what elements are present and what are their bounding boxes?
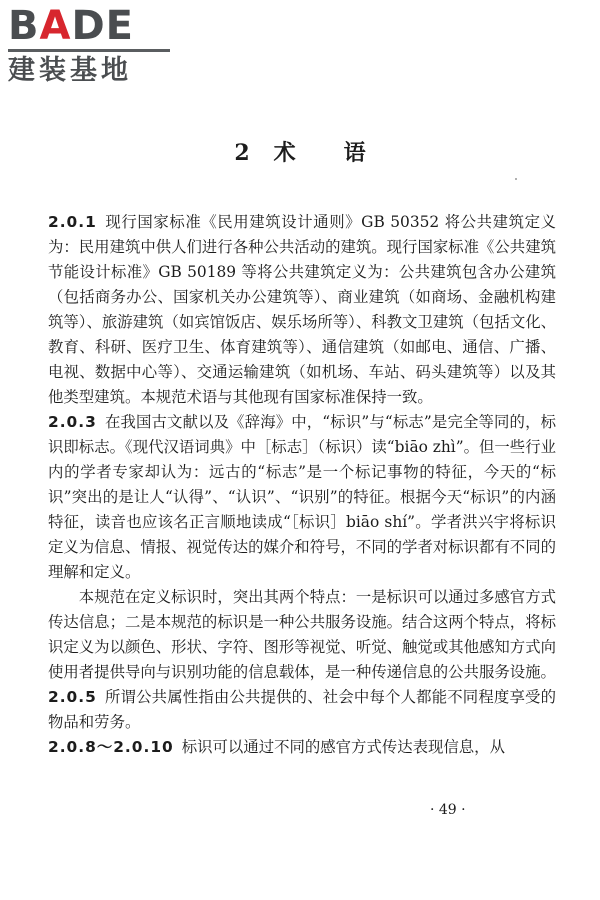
page-number: · 49 ·: [430, 802, 466, 818]
clause-text: 标识可以通过不同的感官方式传达表现信息，从: [181, 738, 505, 756]
clause-2-0-3-continued: [48, 585, 556, 685]
logo-wordmark: [8, 4, 174, 48]
logo-letter-a: A: [39, 3, 72, 49]
clause-text: 在我国古文献以及《辞海》中，“标识”与“标志”是完全等同的，标识即标志。《现代汉语词典》中［标志］（标识）读“biāo zhì”。但一些行业内的学者专家却认为：远古的“标志”是一个标记事物的特征，今天的“标识”突出的是让人“认得”、“认识”、“识别”的特征。根据今天“标识”的内涵特征，读音也应该名正言顺地读成“［标识］biāo shí”。学者洪兴宇将标识定义为信息、情报、视觉传达的媒介和符号，不同的学者对标识都有不同的理解和定义。: [48, 413, 556, 581]
logo-divider: [8, 49, 170, 52]
logo-letters-de: DE: [71, 3, 134, 49]
clause-2-0-8-to-2-0-10: [48, 735, 556, 760]
clause-number: 2.0.5: [48, 688, 97, 706]
article-body: [48, 210, 556, 760]
clause-text: 本规范在定义标识时，突出其两个特点：一是标识可以通过多感官方式传达信息；二是本规范的标识是一种公共服务设施。结合这两个特点，将标识定义为以颜色、形状、字符、图形等视觉、听觉、触觉或其他感知方式向使用者提供导向与识别功能的信息载体，是一种传递信息的公共服务设施。: [48, 588, 556, 681]
clause-2-0-3: [48, 410, 556, 585]
chapter-number: 2: [234, 140, 250, 166]
chapter-title: [0, 138, 600, 168]
clause-number: 2.0.1: [48, 213, 97, 231]
clause-2-0-1: [48, 210, 556, 410]
logo-letter-b: B: [8, 3, 40, 49]
clause-number: 2.0.3: [48, 413, 97, 431]
clause-2-0-5: [48, 685, 556, 735]
chapter-title-char-2: 语: [343, 140, 366, 166]
chapter-title-char-1: 术: [273, 140, 296, 166]
clause-text: 现行国家标准《民用建筑设计通则》GB 50352 将公共建筑定义为：民用建筑中供人们进行各种公共活动的建筑。现行国家标准《公共建筑节能设计标准》GB 50189 等将公共建筑定义为：公共建筑包含办公建筑（包括商务办公、国家机关办公建筑等）、商业建筑（如商场、金融机构建筑等）、旅游建筑（如宾馆饭店、娱乐场所等）、科教文卫建筑（包括文化、教育、科研、医疗卫生、体育建筑等）、通信建筑（如邮电、通信、广播、电视、数据中心等）、交通运输建筑（如机场、车站、码头建筑等）以及其他类型建筑。本规范术语与其他现有国家标准保持一致。: [48, 213, 556, 406]
bade-logo: [8, 4, 174, 88]
clause-text: 所谓公共属性指由公共提供的、社会中每个人都能不同程度享受的物品和劳务。: [48, 688, 556, 731]
scan-speck: [515, 178, 517, 180]
clause-number: 2.0.8～2.0.10: [48, 738, 174, 756]
logo-subtitle: 建装基地: [8, 55, 132, 86]
